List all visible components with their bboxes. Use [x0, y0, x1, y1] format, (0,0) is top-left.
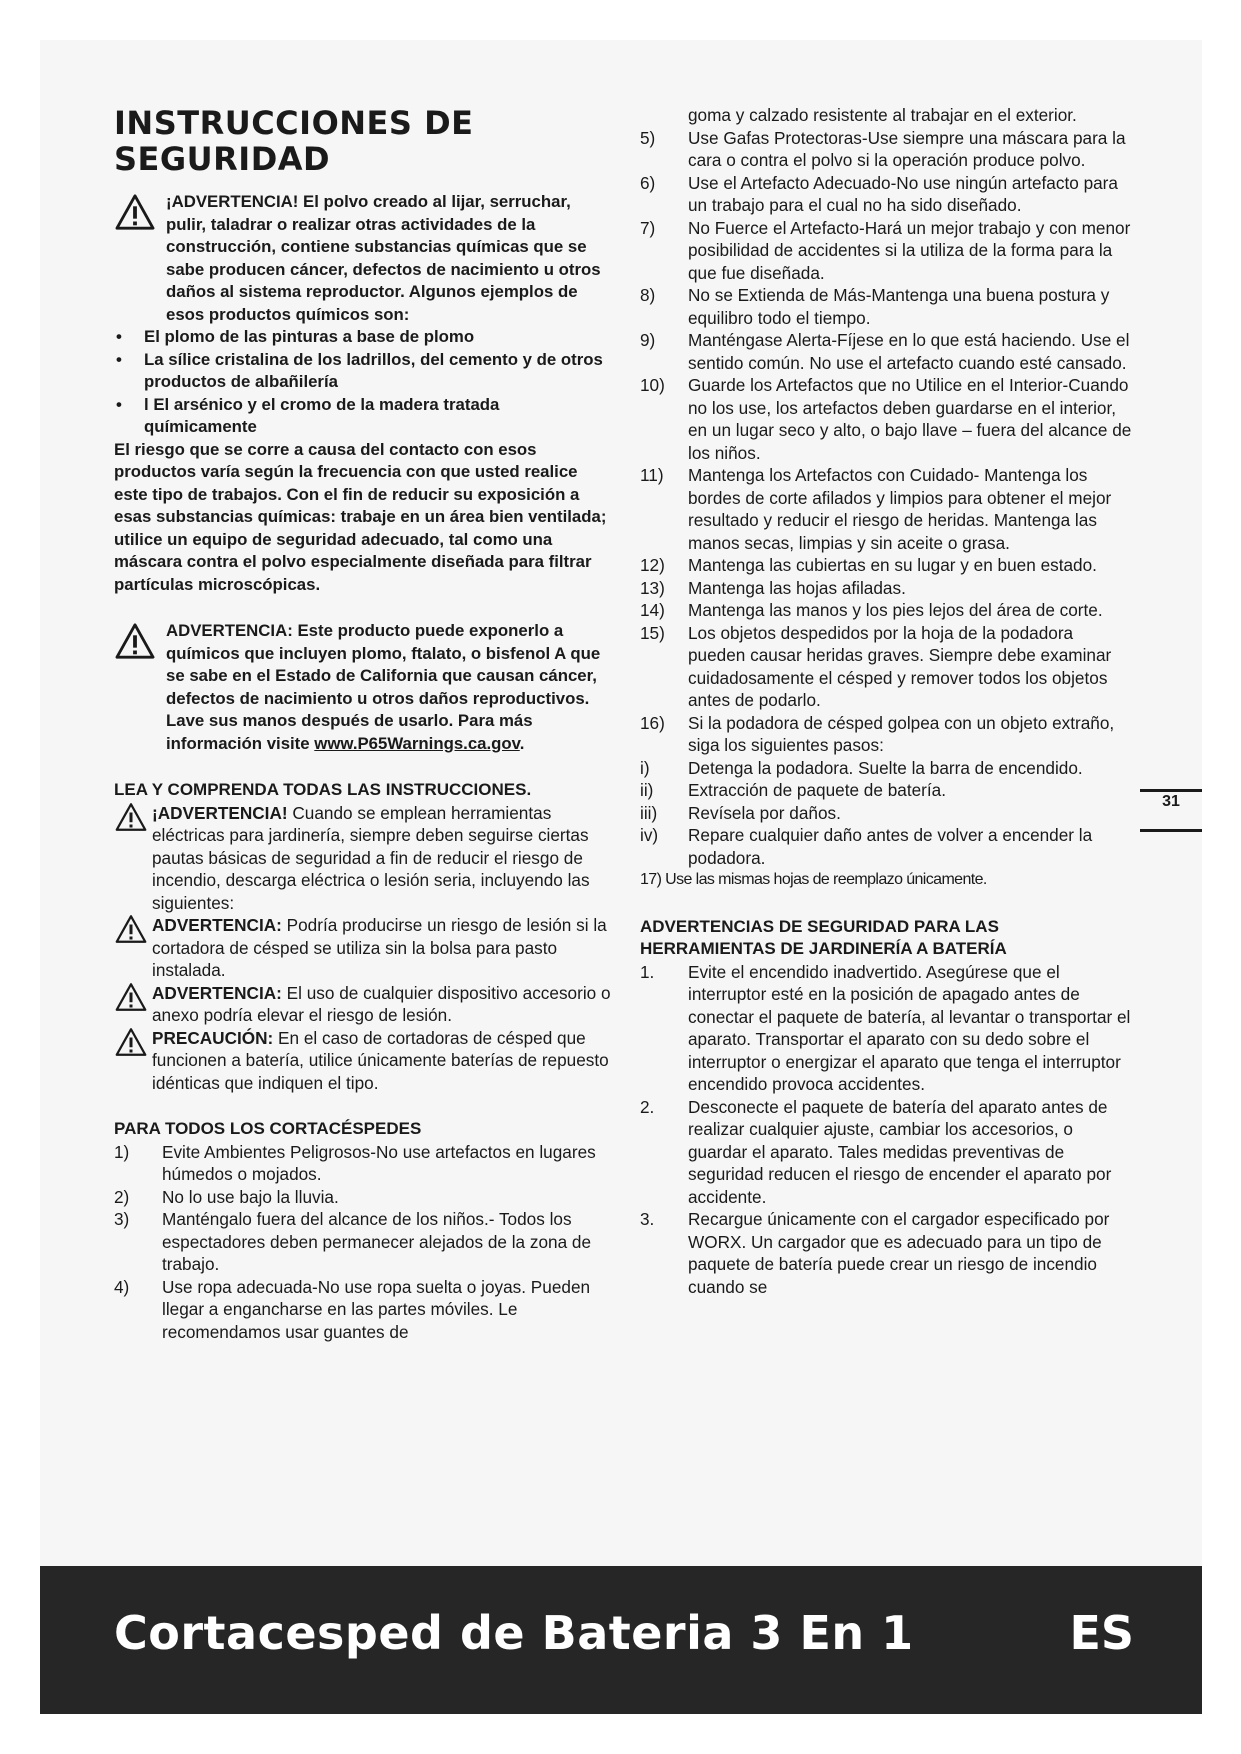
page-title [114, 105, 612, 177]
item-number: 9) [640, 330, 656, 350]
page-number-rule-top [1140, 789, 1202, 792]
caution-label: PRECAUCIÓN: [152, 1027, 274, 1048]
list-item: • El plomo de las pinturas a base de plomo [114, 326, 612, 349]
item-text: No lo use bajo la lluvia. [162, 1186, 339, 1207]
item-17: 17) Use las mismas hojas de reemplazo únicamente. [640, 871, 987, 888]
item-text: Extracción de paquete de batería. [688, 780, 946, 800]
list-item [640, 961, 1132, 1096]
list-item [640, 599, 1132, 622]
list-item [114, 1208, 612, 1276]
item-number: 16) [640, 712, 665, 733]
item-number: 2) [114, 1186, 130, 1207]
all-mowers-heading: PARA TODOS LOS CORTACÉSPEDES [114, 1119, 422, 1138]
caution-text: En el caso de cortadoras de césped que funcionen a batería, utilice únicamente baterías de repuesto idénticas que indiquen el tipo. [152, 1027, 609, 1093]
right-column [640, 104, 1132, 1298]
item-number: 1) [114, 1141, 130, 1162]
list-item [640, 757, 1132, 780]
item-number: 15) [640, 622, 665, 643]
item-text: Use el Artefacto Adecuado-No use ningún artefacto para un trabajo para el cual no ha sido diseñado. [688, 172, 1118, 215]
page-number-rule-bottom [1140, 829, 1202, 832]
item-number: 8) [640, 285, 656, 305]
item-number: 6) [640, 172, 656, 193]
warning-label: ADVERTENCIA: [152, 915, 282, 935]
warning-triangle-icon [114, 802, 148, 832]
list-item [640, 554, 1132, 577]
title-line-2: SEGURIDAD [114, 140, 331, 178]
list-item [640, 374, 1132, 464]
list-item [640, 622, 1132, 712]
list-item [640, 284, 1132, 329]
warning-triangle-icon [114, 1027, 148, 1057]
continued-text: goma y calzado resistente al trabajar en el exterior. [688, 105, 1077, 125]
list-item [114, 1186, 612, 1209]
item-text: Use ropa adecuada-No use ropa suelta o joyas. Pueden llegar a engancharse en las partes móviles. Le recomendamos usar guantes de [162, 1276, 591, 1342]
item-number: 2. [640, 1096, 655, 1117]
list-item [640, 464, 1132, 554]
accessory-warning [114, 982, 612, 1027]
item-number: 14) [640, 600, 665, 620]
footer-title: Cortacesped de Bateria 3 En 1 [114, 1606, 914, 1660]
list-item: • l El arsénico y el cromo de la madera tratada químicamente [114, 394, 612, 439]
item-number: 13) [640, 577, 665, 598]
warning-triangle-icon [114, 193, 156, 231]
p65-warning-text: ADVERTENCIA: Este producto puede exponerlo a químicos que incluyen plomo, ftalato, o bisfenol A que se sabe en el Estado de California que causan cáncer, defectos de nacimiento u otros daños reproductivos. Lave sus manos después de usarlo. Para más información visite [166, 621, 601, 753]
list-item [640, 802, 1132, 825]
item-text: Revísela por daños. [688, 802, 841, 823]
list-item [640, 712, 1132, 757]
item-text: Manténgase Alerta-Fíjese en lo que está haciendo. Use el sentido común. No use el artefacto cuando esté cansado. [688, 330, 1130, 373]
warning-text: Podría producirse un riesgo de lesión si la cortadora de césped se utiliza sin la bolsa para pasto instalada. [152, 915, 607, 980]
general-warning [114, 802, 612, 915]
item-text: Si la podadora de césped golpea con un objeto extraño, siga los siguientes pasos: [688, 712, 1115, 755]
p65-link[interactable]: www.P65Warnings.ca.gov [314, 733, 520, 753]
list-item [640, 779, 1132, 802]
left-column [114, 105, 612, 1343]
list-item [640, 127, 1132, 172]
bag-warning [114, 914, 612, 982]
chemicals-list [114, 326, 612, 439]
item-number: 12) [640, 555, 665, 575]
item-text: Evite el encendido inadvertido. Asegúrese que el interruptor esté en la posición de apagado antes de conectar el paquete de batería, al levantar o transportar el aparato. Transportar el aparato con su dedo sobre el interruptor o energizar el aparato que tenga el interruptor encendido provoca accidentes. [688, 961, 1131, 1094]
item-number: 3) [114, 1209, 130, 1229]
warning-label: ADVERTENCIA: [152, 982, 282, 1003]
list-item [114, 1141, 612, 1186]
warning-text: El uso de cualquier dispositivo accesorio o anexo podría elevar el riesgo de lesión. [152, 982, 611, 1025]
language-code: ES [1069, 1606, 1134, 1660]
item-number: i) [640, 757, 650, 778]
list-item [640, 217, 1132, 285]
list-item [640, 329, 1132, 374]
item-text: Manténgalo fuera del alcance de los niños.- Todos los espectadores deben permanecer alejados de la zona de trabajo. [162, 1209, 592, 1274]
item-number: iv) [640, 825, 659, 845]
warning-triangle-icon [114, 982, 148, 1012]
p65-period: . [519, 733, 525, 753]
item-text: No se Extienda de Más-Mantenga una buena postura y equilibro todo el tiempo. [688, 285, 1110, 328]
dust-warning-outro: El riesgo que se corre a causa del contacto con esos productos varía según la frecuencia con que usted realice este tipo de trabajos. Con el fin de reducir su exposición a esas substancias químicas: trabaje en un área bien ventilada; utilice un equipo de seguridad adecuado, tal como una máscara contra el polvo especialmente diseñada para filtrar partículas microscópicas. [114, 439, 607, 594]
item-text: Desconecte el paquete de batería del aparato antes de realizar cualquier ajuste, cambiar los accesorios, o guardar el aparato. Tales medidas preventivas de seguridad reducen el riesgo de encender el aparato por accidente. [688, 1096, 1112, 1207]
item-number: 5) [640, 127, 656, 148]
item-text: No Fuerce el Artefacto-Hará un mejor trabajo y con menor posibilidad de accidentes si la utiliza de la forma para la que fue diseñada. [688, 217, 1131, 283]
page-number: 31 [1162, 793, 1180, 810]
item-number: 3. [640, 1209, 655, 1229]
battery-caution [114, 1027, 612, 1095]
battery-tools-heading: ADVERTENCIAS DE SEGURIDAD PARA LAS HERRAMIENTAS DE JARDINERÍA A BATERÍA [640, 916, 1007, 958]
title-line-1: INSTRUCCIONES DE [114, 104, 474, 142]
read-instructions-heading: LEA Y COMPRENDA TODAS LAS INSTRUCCIONES. [114, 780, 532, 799]
warning-triangle-icon [114, 914, 148, 944]
all-mowers-list [114, 1141, 612, 1344]
dust-warning-intro: ¡ADVERTENCIA! El polvo creado al lijar, serruchar, pulir, taladrar o realizar otras actividades de la construcción, contiene substancias químicas que se sabe producen cáncer, defectos de nacimiento u otros daños al sistema reproductor. Algunos ejemplos de esos productos químicos son: [166, 192, 601, 324]
item-number: 11) [640, 465, 664, 485]
footer-bar [40, 1566, 1202, 1714]
item-number: ii) [640, 780, 654, 800]
item-number: 1. [640, 961, 655, 982]
list-item [640, 824, 1132, 869]
item-number: 7) [640, 217, 656, 238]
item-number: iii) [640, 802, 658, 823]
list-item [640, 1208, 1132, 1298]
item-text: Mantenga las hojas afiladas. [688, 577, 906, 598]
warning-text: Cuando se emplean herramientas eléctricas para jardinería, siempre deben seguirse ciertas pautas básicas de seguridad a fin de reducir el riesgo de incendio, descarga eléctrica o lesión seria, incluyendo las siguientes: [152, 802, 590, 913]
item-number: 4) [114, 1276, 130, 1297]
item-text: Use Gafas Protectoras-Use siempre una máscara para la cara o contra el polvo si la operación produce polvo. [688, 127, 1126, 170]
warning-label: ¡ADVERTENCIA! [152, 802, 288, 823]
item-text: Mantenga las manos y los pies lejos del área de corte. [688, 600, 1103, 620]
list-item: • La sílice cristalina de los ladrillos, del cemento y de otros productos de albañilería [114, 349, 612, 394]
item-text: Mantenga las cubiertas en su lugar y en buen estado. [688, 555, 1097, 575]
item-text: Evite Ambientes Peligrosos-No use artefactos en lugares húmedos o mojados. [162, 1141, 596, 1184]
list-item [114, 1276, 612, 1344]
item-text: Mantenga los Artefactos con Cuidado- Mantenga los bordes de corte afilados y limpios para obtener el mejor resultado y reducir el riesgo de heridas. Mantenga las manos secas, limpias y sin aceite o grasa. [688, 465, 1112, 553]
item-text: Detenga la podadora. Suelte la barra de encendido. [688, 757, 1083, 778]
item-text: Guarde los Artefactos que no Utilice en el Interior-Cuando no los use, los artefactos deben guardarse en el interior, en un lugar seco y alto, o bajo llave – fuera del alcance de los niños. [688, 375, 1132, 463]
warning-triangle-icon [114, 622, 156, 660]
item-text: Los objetos despedidos por la hoja de la podadora pueden causar heridas graves. Siempre debe examinar cuidadosamente el césped y remover todos los objetos antes de podarlo. [688, 622, 1112, 710]
all-mowers-list-continued [640, 127, 1132, 870]
item-text: Repare cualquier daño antes de volver a encender la podadora. [688, 825, 1093, 868]
p65-warning [114, 620, 612, 755]
item-text: Recargue únicamente con el cargador especificado por WORX. Un cargador que es adecuado para un tipo de paquete de batería puede crear un riesgo de incendio cuando se [688, 1209, 1110, 1297]
list-item [640, 577, 1132, 600]
battery-warnings-list [640, 961, 1132, 1299]
list-item [640, 1096, 1132, 1209]
item-number: 10) [640, 375, 665, 395]
list-item [640, 172, 1132, 217]
dust-warning [114, 191, 612, 326]
